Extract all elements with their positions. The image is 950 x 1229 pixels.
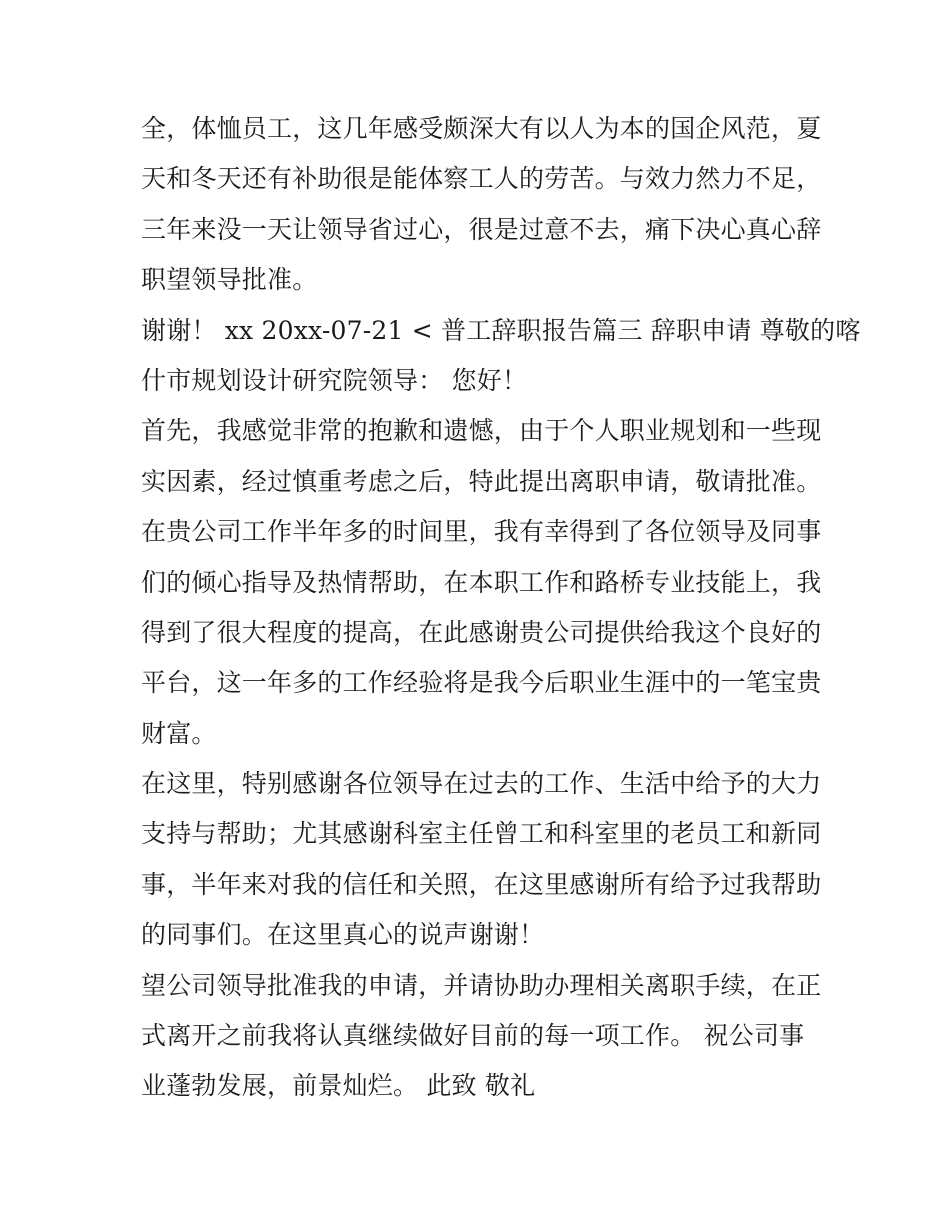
text-line: 财富。 — [141, 718, 217, 748]
text-line: 三年来没一天让领导省过心，很是过意不去，痛下决心真心辞 — [141, 214, 822, 244]
text-line: 事，半年来对我的信任和关照，在这里感谢所有给予过我帮助 — [141, 869, 822, 899]
text-line: 望公司领导批准我的申请，并请协助办理相关离职手续，在正 — [141, 970, 822, 1000]
text-line: 们的倾心指导及热情帮助，在本职工作和路桥专业技能上，我 — [141, 567, 822, 597]
text-line: 实因素，经过慎重考虑之后，特此提出离职申请，敬请批准。 — [141, 466, 822, 496]
text-line: 支持与帮助；尤其感谢科室主任曾工和科室里的老员工和新同 — [141, 819, 822, 849]
text-line: 平台，这一年多的工作经验将是我今后职业生涯中的一笔宝贵 — [141, 668, 822, 698]
text-line: 在这里，特别感谢各位领导在过去的工作、生活中给予的大力 — [141, 769, 822, 799]
text-line: 首先，我感觉非常的抱歉和遗憾，由于个人职业规划和一些现 — [141, 416, 822, 446]
text-line: 得到了很大程度的提高，在此感谢贵公司提供给我这个良好的 — [141, 617, 822, 647]
text-line: 在贵公司工作半年多的时间里，我有幸得到了各位领导及同事 — [141, 517, 822, 547]
text-line: 全，体恤员工，这几年感受颇深大有以人为本的国企风范，夏 — [141, 114, 822, 143]
text-line: 什市规划设计研究院领导： 您好！ — [141, 365, 528, 395]
text-line: 式离开之前我将认真继续做好目前的每一项工作。 祝公司事 — [141, 1021, 805, 1051]
text-line: 职望领导批准。 — [141, 265, 318, 295]
document-page — [141, 104, 861, 1112]
text-line: 天和冬天还有补助很是能体察工人的劳苦。与效力然力不足， — [141, 164, 822, 194]
text-line: 的同事们。在这里真心的说声谢谢！ — [141, 920, 545, 950]
text-line: 业蓬勃发展，前景灿烂。 此致 敬礼 — [141, 1071, 536, 1101]
text-line: 谢谢！ xx 20xx-07-21 < 普工辞职报告篇三 辞职申请 尊敬的喀 — [141, 315, 861, 345]
